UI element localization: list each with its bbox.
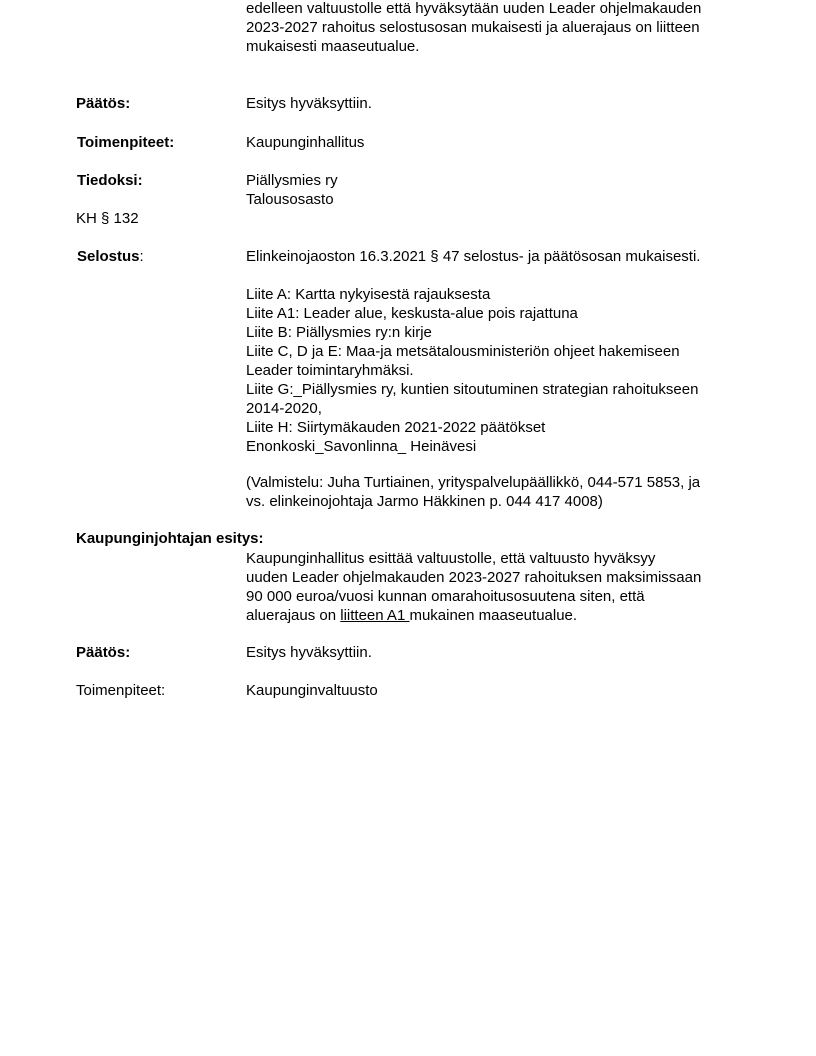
esitys-line: 90 000 euroa/vuosi kunnan omarahoitusosuutena siten, että [246, 588, 645, 605]
intro-line: 2023-2027 rahoitus selostusosan mukaisesti ja aluerajaus on liitteen [246, 19, 700, 36]
esitys-paragraph [246, 549, 746, 625]
toimenpiteet-text: Kaupunginhallitus [246, 134, 365, 151]
paatos-label: Päätös: [76, 95, 131, 112]
tiedoksi-label: Tiedoksi: [77, 172, 143, 189]
liite-line: Liite C, D ja E: Maa-ja metsätalousministeriön ohjeet hakemiseen [246, 343, 680, 360]
paatos2-label: Päätös: [76, 644, 131, 661]
tiedoksi-item: Talousosasto [246, 191, 334, 208]
selostus-label [77, 247, 144, 266]
section-reference: KH § 132 [76, 210, 139, 227]
toimenpiteet-label: Toimenpiteet: [77, 134, 175, 151]
intro-line: mukaisesti maaseutualue. [246, 38, 420, 55]
esitys-last-prefix: aluerajaus on [246, 607, 341, 624]
toimenpiteet2-text: Kaupunginvaltuusto [246, 682, 378, 699]
attachment-a1-link[interactable]: liitteen A1 [340, 607, 410, 624]
intro-line: edelleen valtuustolle että hyväksytään uuden Leader ohjelmakauden [246, 0, 702, 17]
liite-line: Liite G:_Piällysmies ry, kuntien sitoutuminen strategian rahoitukseen [246, 381, 699, 398]
paatos2-text: Esitys hyväksyttiin. [246, 644, 372, 661]
esitys-last-suffix: mukainen maaseutualue. [409, 607, 578, 624]
selostus-text: Elinkeinojaoston 16.3.2021 § 47 selostus- ja päätösosan mukaisesti. [246, 248, 701, 265]
liite-line: 2014-2020, [246, 400, 322, 417]
liite-line: Liite H: Siirtymäkauden 2021-2022 päätökset [246, 419, 546, 436]
liitteet-list [246, 285, 746, 456]
esitys-line-last [246, 606, 746, 625]
valmistelu-line: vs. elinkeinojohtaja Jarmo Häkkinen p. 044 417 4008) [246, 493, 603, 510]
paatos-text: Esitys hyväksyttiin. [246, 95, 372, 112]
esitys-line: Kaupunginhallitus esittää valtuustolle, että valtuusto hyväksyy [246, 550, 656, 567]
liite-line: Liite A1: Leader alue, keskusta-alue pois rajattuna [246, 305, 578, 322]
selostus-label-colon: : [139, 248, 144, 265]
valmistelu-note [246, 473, 746, 511]
esitys-label: Kaupunginjohtajan esitys: [76, 530, 264, 547]
tiedoksi-item: Piällysmies ry [246, 172, 338, 189]
liite-line: Liite B: Piällysmies ry:n kirje [246, 324, 432, 341]
valmistelu-line: (Valmistelu: Juha Turtiainen, yrityspalvelupäällikkö, 044-571 5853, ja [246, 474, 701, 491]
liite-line: Enonkoski_Savonlinna_ Heinävesi [246, 438, 477, 455]
intro-paragraph [246, 0, 746, 56]
tiedoksi-list [246, 171, 746, 209]
liite-line: Leader toimintaryhmäksi. [246, 362, 414, 379]
toimenpiteet2-label: Toimenpiteet: [76, 682, 166, 699]
selostus-label-text: Selostus [77, 248, 140, 265]
liite-line: Liite A: Kartta nykyisestä rajauksesta [246, 286, 491, 303]
esitys-line: uuden Leader ohjelmakauden 2023-2027 rahoituksen maksimissaan [246, 569, 702, 586]
